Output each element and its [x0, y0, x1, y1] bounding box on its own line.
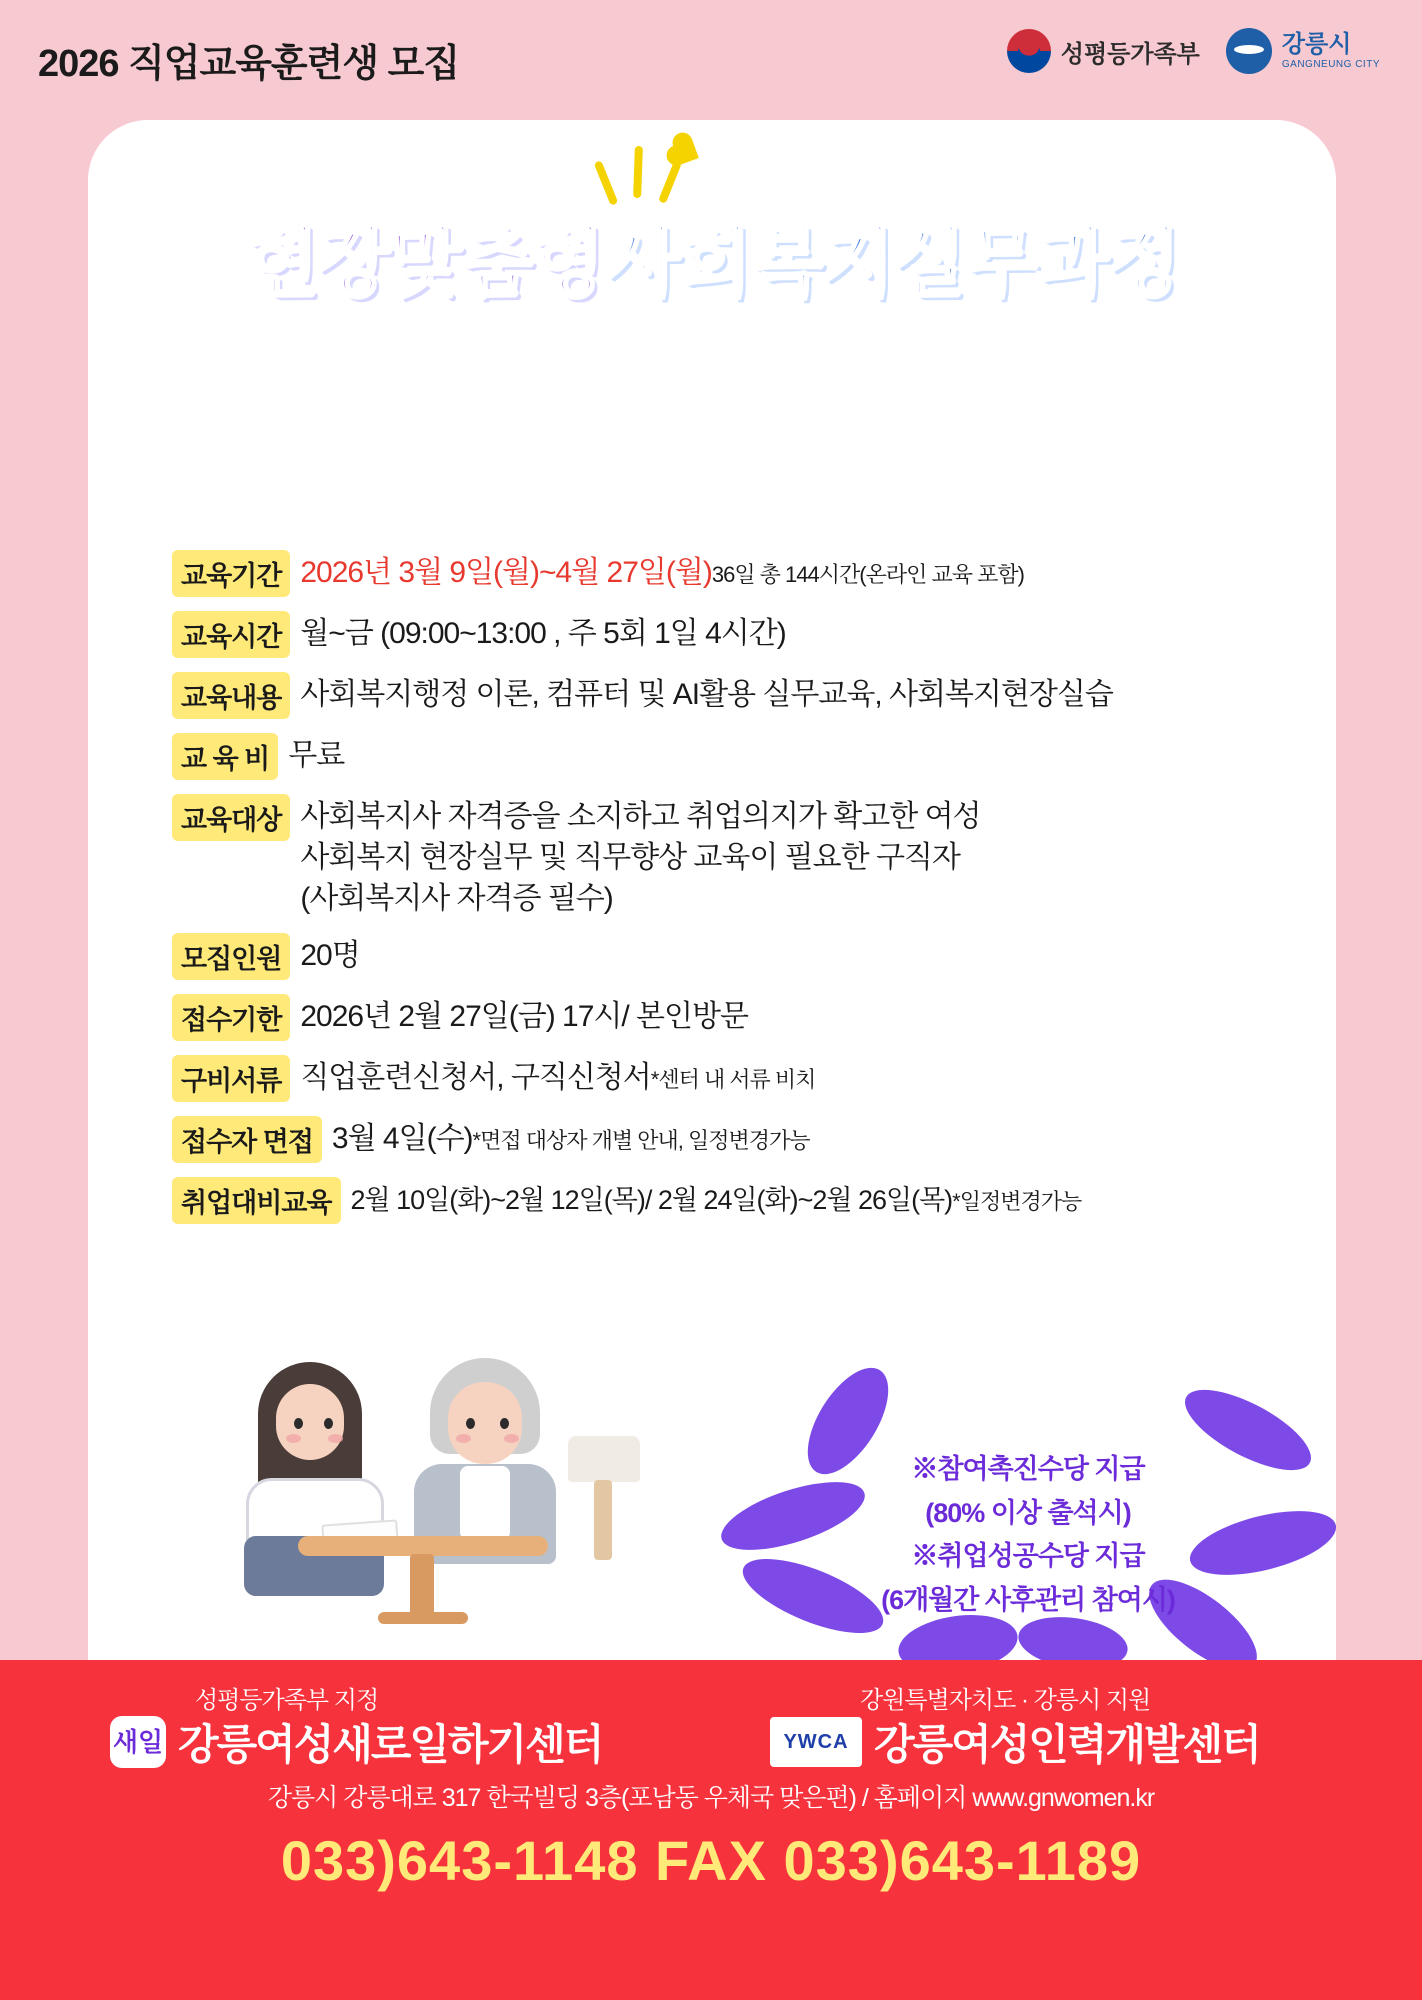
info-value-time: 월~금 (09:00~13:00 , 주 5회 1일 4시간) — [300, 617, 786, 650]
saeil-logo-icon: 새일 — [110, 1716, 166, 1768]
info-tag: 구비서류 — [172, 1055, 290, 1102]
incentive-line-1: ※참여촉진수당 지급 — [911, 1454, 1145, 1484]
info-note-documents: *센터 내 서류 비치 — [650, 1067, 816, 1093]
info-row-time — [172, 611, 1282, 658]
taegeuk-icon — [1007, 29, 1051, 73]
poster-card — [88, 120, 1336, 1660]
info-tag: 교육내용 — [172, 672, 290, 719]
info-value-quota: 20명 — [300, 939, 360, 973]
info-row-documents — [172, 1055, 1282, 1102]
info-value-documents: 직업훈련신청서, 구직신청서 — [300, 1061, 651, 1095]
info-note-interview: *면접 대상자 개별 안내, 일정변경가능 — [472, 1128, 810, 1154]
footer-address: 강릉시 강릉대로 317 한국빌딩 3층(포남동 우체국 맞은편) / 홈페이지 www.gnwomen.kr — [267, 1784, 1155, 1812]
ministry-logo-label: 성평등가족부 — [1060, 40, 1200, 68]
heart-icon — [673, 139, 699, 165]
illustration-counseling — [238, 1340, 638, 1630]
footer-left-org — [110, 1712, 602, 1772]
info-row-content — [172, 672, 1282, 719]
page-title: 2026 직업교육훈련생 모집 — [38, 43, 460, 85]
info-row-fee — [172, 733, 1282, 780]
incentive-line-2: (80% 이상 출석시) — [925, 1497, 1131, 1528]
info-tag: 모집인원 — [172, 933, 290, 980]
ywca-logo-icon: YWCA — [770, 1717, 862, 1767]
info-row-target — [172, 794, 1282, 919]
poster-title-part1: 현장맞춤형 — [245, 221, 603, 306]
city-logo-label: 강릉시 — [1281, 30, 1352, 58]
info-value-target-line3: (사회복지사 자격증 필수) — [300, 881, 613, 915]
info-value-target-line1: 사회복지사 자격증을 소지하고 취업의지가 확고한 여성 — [300, 800, 981, 833]
info-tag: 교 육 비 — [172, 733, 278, 780]
footer-right-org — [770, 1712, 1260, 1772]
info-value-period: 2026년 3월 9일(월)~4월 27일(월) — [300, 556, 712, 589]
info-value-deadline: 2026년 2월 27일(금) 17시/ 본인방문 — [300, 1000, 748, 1034]
info-note-period: 36일 총 144시간(온라인 교육 포함) — [711, 562, 1024, 587]
info-tag: 교육시간 — [172, 611, 290, 658]
ministry-logo — [1007, 29, 1200, 73]
page-header — [0, 0, 1422, 112]
incentive-line-4: (6개월간 사후관리 참여시) — [881, 1585, 1175, 1616]
incentive-line-3: ※취업성공수당 지급 — [911, 1541, 1145, 1572]
footer-right-subtitle: 강원특별자치도 · 강릉시 지원 — [860, 1687, 1151, 1714]
footer-phone: 033)643-1148 FAX 033)643-1189 — [280, 1829, 1142, 1892]
info-tag: 접수자 면접 — [172, 1116, 322, 1163]
info-tag: 교육대상 — [172, 794, 290, 841]
info-value-prep: 2월 10일(화)~2월 12일(목)/ 2월 24일(화)~2월 26일(목) — [350, 1185, 953, 1216]
info-value-content: 사회복지행정 이론, 컴퓨터 및 AI활용 실무교육, 사회복지현장실습 — [300, 678, 1113, 711]
info-row-prep — [172, 1177, 1282, 1224]
info-list — [172, 550, 1282, 1238]
info-row-period — [172, 550, 1282, 597]
info-value-interview: 3월 4일(수) — [331, 1122, 473, 1156]
info-tag: 취업대비교육 — [172, 1177, 341, 1224]
page-footer — [0, 1660, 1422, 2000]
wave-icon — [1226, 28, 1272, 74]
info-row-interview — [172, 1116, 1282, 1163]
footer-left-subtitle: 성평등가족부 지정 — [195, 1687, 379, 1714]
info-tag: 교육기간 — [172, 550, 290, 597]
footer-right-org-name: 강릉여성인력개발센터 — [874, 1721, 1260, 1768]
info-row-deadline — [172, 994, 1282, 1041]
info-note-prep: *일정변경가능 — [952, 1189, 1082, 1215]
header-logos — [1007, 28, 1380, 74]
city-logo-sublabel: GANGNEUNG CITY — [1281, 58, 1380, 70]
info-value-target-line2: 사회복지 현장실무 및 직무향상 교육이 필요한 구직자 — [300, 840, 960, 874]
city-logo — [1226, 28, 1380, 74]
info-row-quota — [172, 933, 1282, 980]
incentive-badge — [748, 1420, 1308, 1660]
info-value-fee: 무료 — [288, 739, 345, 772]
poster-title — [88, 202, 1336, 311]
poster-title-part2: 사회복지실무과정 — [607, 221, 1179, 306]
footer-left-org-name: 강릉여성새로일하기센터 — [178, 1721, 603, 1768]
info-tag: 접수기한 — [172, 994, 290, 1041]
